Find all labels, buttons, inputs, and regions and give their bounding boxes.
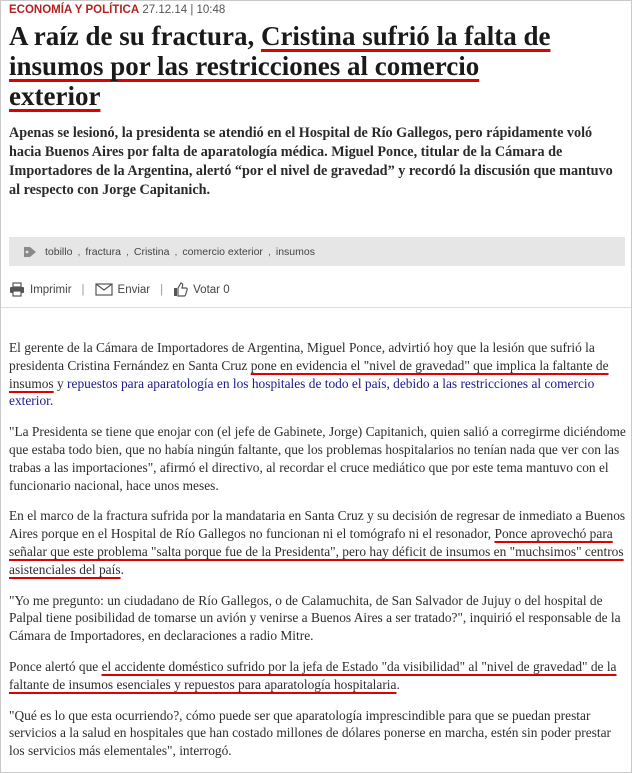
tag-separator: , [174, 245, 178, 258]
p5-underlined: el accidente doméstico sufrido por la jefa de Estado "da visibilidad" al "nivel de gravedad" de la faltante de insumos esenciales y repuestos para aparatología hospitalaria [9, 658, 617, 692]
body-paragraph-1 [9, 339, 627, 410]
p3-text-3: . [120, 561, 124, 577]
body-paragraph-5 [9, 658, 627, 694]
actions-separator: | [160, 283, 164, 296]
actions-separator: | [81, 283, 85, 296]
section-link[interactable]: ECONOMÍA Y POLÍTICA [9, 4, 140, 16]
p5-text-1: Ponce alertó que [9, 658, 102, 674]
article-kicker [9, 4, 225, 16]
p1-text-3: y [53, 375, 68, 391]
publish-date: 27.12.14 [142, 4, 188, 16]
headline-part-1: A raíz de su fractura, [9, 21, 261, 51]
body-paragraph-2: "La Presidenta se tiene que enojar con (el jefe de Gabinete, Jorge) Capitanich, quien salió a corregirme diciéndome que estaba todo bien, que no había ningún faltante, que los problemas hospitalarios no tenían nada que ver con las trabas a las importaciones", afirmó el directivo, al recordar el cruce mediático que por este tema mantuvo con el funcionario nacional, hace unos meses. [9, 424, 626, 493]
tag-insumos[interactable]: insumos [275, 245, 315, 258]
print-button[interactable] [9, 282, 72, 297]
envelope-icon [95, 283, 113, 296]
lead-paragraph: Apenas se lesionó, la presidenta se atendió en el Hospital de Río Gallegos, pero rápidamente voló hacia Buenos Aires por falta de aparatología médica. Miguel Ponce, titular de la Cámara de Importadores de la Argentina, alertó “por el nivel de gravedad” y recordó la discusión que mantuvo al respecto con Jorge Capitanich. [9, 125, 613, 198]
body-paragraph-6: "Qué es lo que esta ocurriendo?, cómo puede ser que aparatología imprescindible para que se puedan prestar servicios a la salud en hospitales que han costado millones de dólares ponerse en marcha, estén sin poder prestar los servicios más elementales", interrogó. [9, 707, 612, 759]
body-paragraph-4: "Yo me pregunto: un ciudadano de Río Gallegos, o de Calamuchita, de San Salvador de Jujuy o del hospital de Palpal tiene posibilidad de tomarse un avión y venirse a Buenos Aires a ser tratado?", inquirió el responsable de la Cámara de Importadores, en declaraciones a radio Mitre. [9, 592, 621, 644]
headline-underlined-3: exterior [9, 81, 101, 111]
printer-icon [9, 282, 25, 297]
tag-icon [23, 246, 37, 258]
send-label: Enviar [117, 283, 151, 296]
publish-time: 10:48 [196, 4, 226, 16]
print-label: Imprimir [30, 283, 72, 296]
tag-separator: , [77, 245, 81, 258]
headline-underlined-1: Cristina sufrió la falta de [260, 21, 551, 51]
vote-button[interactable] [173, 282, 229, 297]
headline-underlined-2: insumos por las restricciones al comercio [9, 51, 480, 81]
p1-text-1: El gerente de la Cámara de Importadores de Argentina, Miguel Ponce, advirtió hoy que la lesión que sufrió la presidenta Cristina Fernández en Santa Cruz [9, 340, 595, 373]
tag-tobillo[interactable]: tobillo [45, 245, 73, 258]
p5-text-3: . [396, 676, 400, 692]
send-button[interactable] [95, 283, 151, 296]
tag-comercio-exterior[interactable]: comercio exterior [182, 245, 263, 258]
p1-underlined: pone en evidencia el "nivel de gravedad" que implica la faltante de insumos [9, 357, 609, 391]
p1-highlight: repuestos para aparatología en los hospitales de todo el país, debido a las restricciones al comercio exterior. [9, 375, 595, 409]
vote-label: Votar 0 [193, 283, 230, 296]
tag-separator: , [267, 245, 271, 258]
article-actions [9, 282, 230, 297]
headline [9, 21, 621, 111]
kicker-separator: | [190, 4, 194, 16]
tags-bar [9, 237, 625, 266]
tag-fractura[interactable]: fractura [85, 245, 121, 258]
tag-separator: , [125, 245, 129, 258]
p3-text-1: En el marco de la fractura sufrida por la mandataria en Santa Cruz y su decisión de regresar de inmediato a Buenos Aires porque en el Hospital de Río Gallegos no funcionan ni el tomógrafo ni el resonador, [9, 508, 626, 542]
article-body [9, 339, 627, 773]
body-paragraph-3 [9, 507, 627, 578]
tag-cristina[interactable]: Cristina [133, 245, 170, 258]
p3-underlined: Ponce aprovechó para señalar que este problema "salta porque fue de la Presidenta", pero hay déficit de insumos en "muchsimos" centros asistenciales del país [9, 526, 624, 577]
thumbs-up-icon [173, 282, 188, 297]
divider [1, 307, 631, 308]
